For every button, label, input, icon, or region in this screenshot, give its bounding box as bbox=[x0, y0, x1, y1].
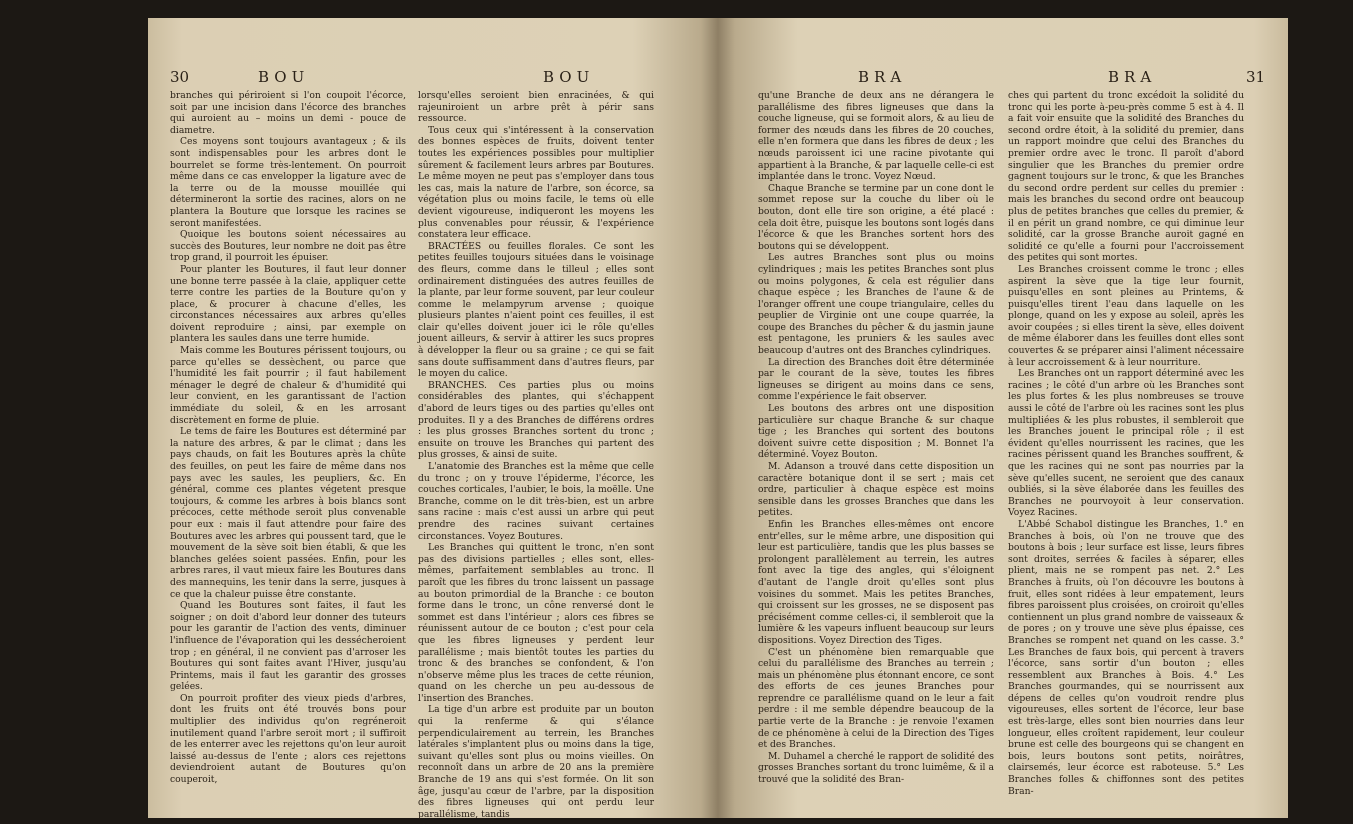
paragraph: Les boutons des arbres ont une disposition particulière sur chaque Branche & sur chaque tige ; les Branches qui sortent des boutons doivent suivre cette disposition ; M. Bonnet l'a déterminé. Voyez Bouton. bbox=[758, 403, 994, 461]
left-page-number: 30 bbox=[170, 68, 190, 86]
paragraph: M. Adanson a trouvé dans cette disposition un caractère botanique dont il se sert ; mais cet ordre, particulier à chaque espèce est moins sensible dans les grosses Branches que dans les petites. bbox=[758, 461, 994, 519]
paragraph: La tige d'un arbre est produite par un bouton qui la renferme & qui s'élance perpendiculairement au terrein, les Branches latérales s'implantent plus ou moins dans la tige, suivant qu'elles sont plus ou moins vieilles. On reconnoît dans un arbre de 20 ans la première Branche de 19 ans qui s'est formée. On lit son âge, jusqu'au cœur de l'arbre, par la disposition des fibres ligneuses qui ont perdu leur parallélisme, tandis bbox=[418, 704, 654, 820]
paragraph: Tous ceux qui s'intéressent à la conservation des bonnes espèces de fruits, doivent tenter toutes les expériences possibles pour multiplier sûrement & facilement leurs arbres par Boutures. Le même moyen ne peut pas s'employer dans tous les cas, mais la nature de l'arbre, son écorce, sa végétation plus ou moins facile, le tems où elle devient vigoureuse, indiqueront les moyens les plus convenables pour réussir, & l'expérience constatera leur efficace. bbox=[418, 124, 654, 241]
right-page-number: 31 bbox=[1246, 68, 1266, 86]
paragraph: Les Branches qui quittent le tronc, n'en sont pas des divisions partielles ; elles sont, elles-mêmes, parfaitement semblables au tronc. Il paroît que les fibres du tronc laissent un passage au bouton primordial de la Branche : ce bouton forme dans le tronc, un cône renversé dont le sommet est dans l'intérieur ; alors ces fibres se réunissent autour de ce bouton ; c'est pour cela que les fibres ligneuses y perdent leur parallélisme ; mais bientôt toutes les parties du tronc & des branches se confondent, & l'on n'observe même plus les traces de cette réunion, quand on les cherche un peu au-dessous de l'insertion des Branches. bbox=[418, 542, 654, 704]
paragraph: Les Branches ont un rapport déterminé avec les racines ; le côté d'un arbre où les Branches sont les plus fortes & les plus nombreuses se trouve aussi le côté de l'arbre où les racines sont les plus multipliées & les plus robustes, il sembleroit que les Branches jouent le principal rôle ; il est évident qu'elles nourrissent les racines, que les racines périssent quand les Branches souffrent, & que les racines qui ne sont pas nourries par la sève qu'elles sucent, ne seroient que des canaux oubliés, si la sève élaborée dans les feuilles des Branches ne pourvoyoit à leur conservation. Voyez Racines. bbox=[1008, 368, 1244, 519]
paragraph: BRANCHES. Ces parties plus ou moins considérables des plantes, qui s'échappent d'abord de leurs tiges ou des parties qu'elles ont produites. Il y a des Branches de différens ordres : les plus grosses Branches sortent du tronc ; ensuite on trouve les Branches qui partent des plus grosses, & ainsi de suite. bbox=[418, 379, 654, 461]
paragraph: Le tems de faire les Boutures est déterminé par la nature des arbres, & par le climat ; dans les pays chauds, on fait les Boutures après la chûte des feuilles, on peut les faire de même dans nos pays avec les saules, les peupliers, &c. En général, comme ces plantes végetent presque toujours, & comme les arbres à bois blancs sont précoces, cette méthode seroit plus convenable pour eux : mais il faut attendre pour faire des Boutures avec les arbres qui poussent tard, que le mouvement de la sève soit bien établi, & que les blanches gelées soient passées. Enfin, pour les arbres rares, il vaut mieux faire les Boutures dans des mannequins, les tenir dans la serre, jusques à ce que la chaleur puisse être constante. bbox=[170, 426, 406, 600]
open-book bbox=[148, 18, 1288, 818]
paragraph: On pourroit profiter des vieux pieds d'arbres, dont les fruits ont été trouvés bons pour multiplier des individus qu'on regréneroit inutilement quand l'arbre seroit mort ; il suffiroit de les enterrer avec les rejettons qu'on leur auroit laissé au-dessus de l'ente ; alors ces rejettons deviendroient autant de Boutures qu'on couperoit, bbox=[170, 692, 406, 786]
right-head-word-2: BRA bbox=[1108, 68, 1157, 86]
paragraph: lorsqu'elles seroient bien enracinées, & qui rajeuniroient un arbre prêt à périr sans ressource. bbox=[418, 90, 654, 125]
paragraph: Chaque Branche se termine par un cone dont le sommet repose sur la couche du liber où le bouton, dont elle tire son origine, a été placé : cela doit être, puisque les boutons sont logés dans l'écorce & que les Branches sortent hors des boutons qui se développent. bbox=[758, 182, 994, 252]
paragraph: Quand les Boutures sont faites, il faut les soigner ; on doit d'abord leur donner des tuteurs pour les garantir de l'action des vents, diminuer l'influence de l'évaporation qui les dessécheroient trop ; en général, il ne convient pas d'arroser les Boutures qui sont faites avant l'Hiver, jusqu'au Printems, mais il faut les garantir des grosses gelées. bbox=[170, 600, 406, 693]
paragraph: ches qui partent du tronc excédoit la solidité du tronc qui les porte à-peu-près comme 5 est à 4. Il a fait voir ensuite que la solidité des Branches du second ordre étoit, à la solidité du premier, dans un rapport moindre que celui des Branches du premier ordre avec le tronc. Il paroît d'abord singulier que les Branches du premier ordre gagnent toujours sur le tronc, & que les Branches du second ordre perdent sur celles du premier : mais les branches du second ordre ont beaucoup plus de petites branches que celles du premier, & il en périt un grand nombre, ce qui diminue leur solidité, car la grosse Branche auroit gagné en solidité ce qu'elle a fourni pour l'accroissement des petites qui sont mortes. bbox=[1008, 90, 1244, 264]
paragraph: Mais comme les Boutures périssent toujours, ou parce qu'elles se dessèchent, ou parce que l'humidité les fait pourrir ; il faut habilement ménager le degré de chaleur & d'humidité qui leur convient, en les garantissant de l'action immédiate du soleil, & en les arrosant discrètement en forme de pluie. bbox=[170, 345, 406, 426]
right-column-2 bbox=[1008, 90, 1244, 810]
left-page bbox=[148, 18, 718, 818]
paragraph: La direction des Branches doit être déterminée par le courant de la sève, toutes les fibres ligneuses se dirigent au moins dans ce sens, comme l'expérience le fait observer. bbox=[758, 356, 994, 403]
left-running-head bbox=[148, 68, 718, 92]
paragraph: Les Branches croissent comme le tronc ; elles aspirent la sève que la tige leur fournit, puisqu'elles en sont pleines au Printems, & puisqu'elles tirent l'eau dans laquelle on les plonge, quand on les y expose au soleil, après les avoir coupées ; si elles tirent la sève, elles doivent de même élaborer dans les feuilles dont elles sont couvertes & se préparer ainsi l'aliment nécessaire à leur accroissement & à leur nourriture. bbox=[1008, 263, 1244, 368]
paragraph: M. Duhamel a cherché le rapport de solidité des grosses Branches sortant du tronc luimême, & il a trouvé que la solidité des Bran- bbox=[758, 750, 994, 786]
left-head-word-1: BOU bbox=[258, 68, 310, 86]
paragraph: Ces moyens sont toujours avantageux ; & ils sont indispensables pour les arbres dont le bourrelet se forme très-lentement. On pourroit même dans ce cas envelopper la ligature avec de la terre ou de la mousse mouillée qui détermineront la sortie des racines, alors on ne plantera la Bouture que lorsque les racines se seront manifestées. bbox=[170, 136, 406, 229]
paragraph: Les autres Branches sont plus ou moins cylindriques ; mais les petites Branches sont plus ou moins polygones, & cela est régulier dans chaque espèce ; les Branches de l'aune & de l'oranger offrent une coupe triangulaire, celles du peuplier de Virginie ont une coupe quarrée, la coupe des Branches du pêcher & du jasmin jaune est pentagone, les pruniers & les saules avec beaucoup d'autres ont des Branches cylindriques. bbox=[758, 252, 994, 357]
paragraph: Enfin les Branches elles-mêmes ont encore entr'elles, sur le même arbre, une disposition qui leur est particulière, tandis que les plus basses se prolongent parallèlement au terrein, les autres font avec la tige des angles, qui s'éloignent d'autant de l'angle droit qu'elles sont plus voisines du sommet. Mais les petites Branches, qui croissent sur les grosses, ne se disposent pas précisément comme celles-ci, il sembleroit que la lumière & les vapeurs influent beaucoup sur leurs dispositions. Voyez Direction des Tiges. bbox=[758, 518, 994, 646]
paragraph: L'anatomie des Branches est la même que celle du tronc ; on y trouve l'épiderme, l'écorce, les couches corticales, l'aubier, le bois, la moëlle. Une Branche, comme on le dit très-bien, est un arbre sans racine : mais c'est aussi un arbre qui peut prendre des racines suivant certaines circonstances. Voyez Boutures. bbox=[418, 461, 654, 542]
right-head-word-1: BRA bbox=[858, 68, 907, 86]
paragraph: Pour planter les Boutures, il faut leur donner une bonne terre passée à la claie, appliquer cette terre contre les parties de la Bouture qu'on y place, & procurer à chacune d'elles, les circonstances nécessaires aux arbres qu'elles doivent reproduire ; ainsi, par exemple on plantera les saules dans une terre humide. bbox=[170, 263, 406, 345]
paragraph: branches qui périroient si l'on coupoit l'écorce, soit par une incision dans l'écorce des branches qui auroient au – moins un demi - pouce de diametre. bbox=[170, 90, 406, 136]
paragraph: qu'une Branche de deux ans ne dérangera le parallélisme des fibres ligneuses que dans la couche ligneuse, qui se formoit alors, & au lieu de former des nœuds dans les fibres de 20 couches, elle n'en formera que dans les fibres de deux ; les nœuds paroissent ici une racine pivotante qui appartient à la Branche, & par laquelle celle-ci est implantée dans le tronc. Voyez Nœud. bbox=[758, 90, 994, 183]
paragraph: C'est un phénomène bien remarquable que celui du parallélisme des Branches au terrein ; mais un phénomène plus étonnant encore, ce sont des efforts de ces jeunes Branches pour reprendre ce parallélisme quand on le leur a fait perdre : il me semble dépendre beaucoup de la partie verte de la Branche : je renvoie l'examen de ce phénomène à celui de la Direction des Tiges et des Branches. bbox=[758, 646, 994, 751]
paragraph: BRACTÉES ou feuilles florales. Ce sont les petites feuilles toujours situées dans le voisinage des fleurs, comme dans le tilleul ; elles sont ordinairement distinguées des autres feuilles de la plante, par leur forme souvent, par leur couleur comme le melampyrum arvense ; quoique plusieurs plantes n'aient point ces feuilles, il est clair qu'elles doivent jouer ici le rôle qu'elles jouent ailleurs, & servir à attirer les sucs propres à développer la fleur ou sa graine ; ce qui se fait sans doute suffisamment dans d'autres fleurs, par le moyen du calice. bbox=[418, 240, 654, 380]
left-column-1 bbox=[170, 90, 406, 810]
left-head-word-2: BOU bbox=[543, 68, 595, 86]
right-column-1 bbox=[758, 90, 994, 810]
right-page bbox=[718, 18, 1288, 818]
right-running-head bbox=[718, 68, 1288, 92]
paragraph: Quoique les boutons soient nécessaires au succès des Boutures, leur nombre ne doit pas être trop grand, il pourroit les épuiser. bbox=[170, 229, 406, 264]
left-column-2 bbox=[418, 90, 654, 820]
paragraph: L'Abbé Schabol distingue les Branches, 1.° en Branches à bois, où l'on ne trouve que des boutons à bois ; leur surface est lisse, leurs fibres sont droites, serrées & faciles à séparer, elles plient, mais ne se rompent pas net. 2.° Les Branches à fruits, où l'on découvre les boutons à fruit, elles sont ridées à leur empatement, leurs fibres paroissent plus croisées, on croiroit qu'elles contiennent un plus grand nombre de vaisseaux & de pores ; on y trouve une sève plus épaisse, ces Branches se rompent net quand on les casse. 3.° Les Branches de faux bois, qui percent à travers l'écorce, sans sortir d'un bouton ; elles ressemblent aux Branches à Bois. 4.° Les Branches gourmandes, qui se nourrissent aux dépens de celles qu'on voudroit rendre plus vigoureuses, elles sortent de l'écorce, leur base est très-large, elles sont bien nourries dans leur longueur, elles croîtent rapidement, leur couleur brune est celle des bourgeons qui se changent en bois, leurs boutons sont petits, noirâtres, clairsemés, leur écorce est raboteuse. 5.° Les Branches folles & chiffonnes sont des petites Bran- bbox=[1008, 518, 1244, 797]
